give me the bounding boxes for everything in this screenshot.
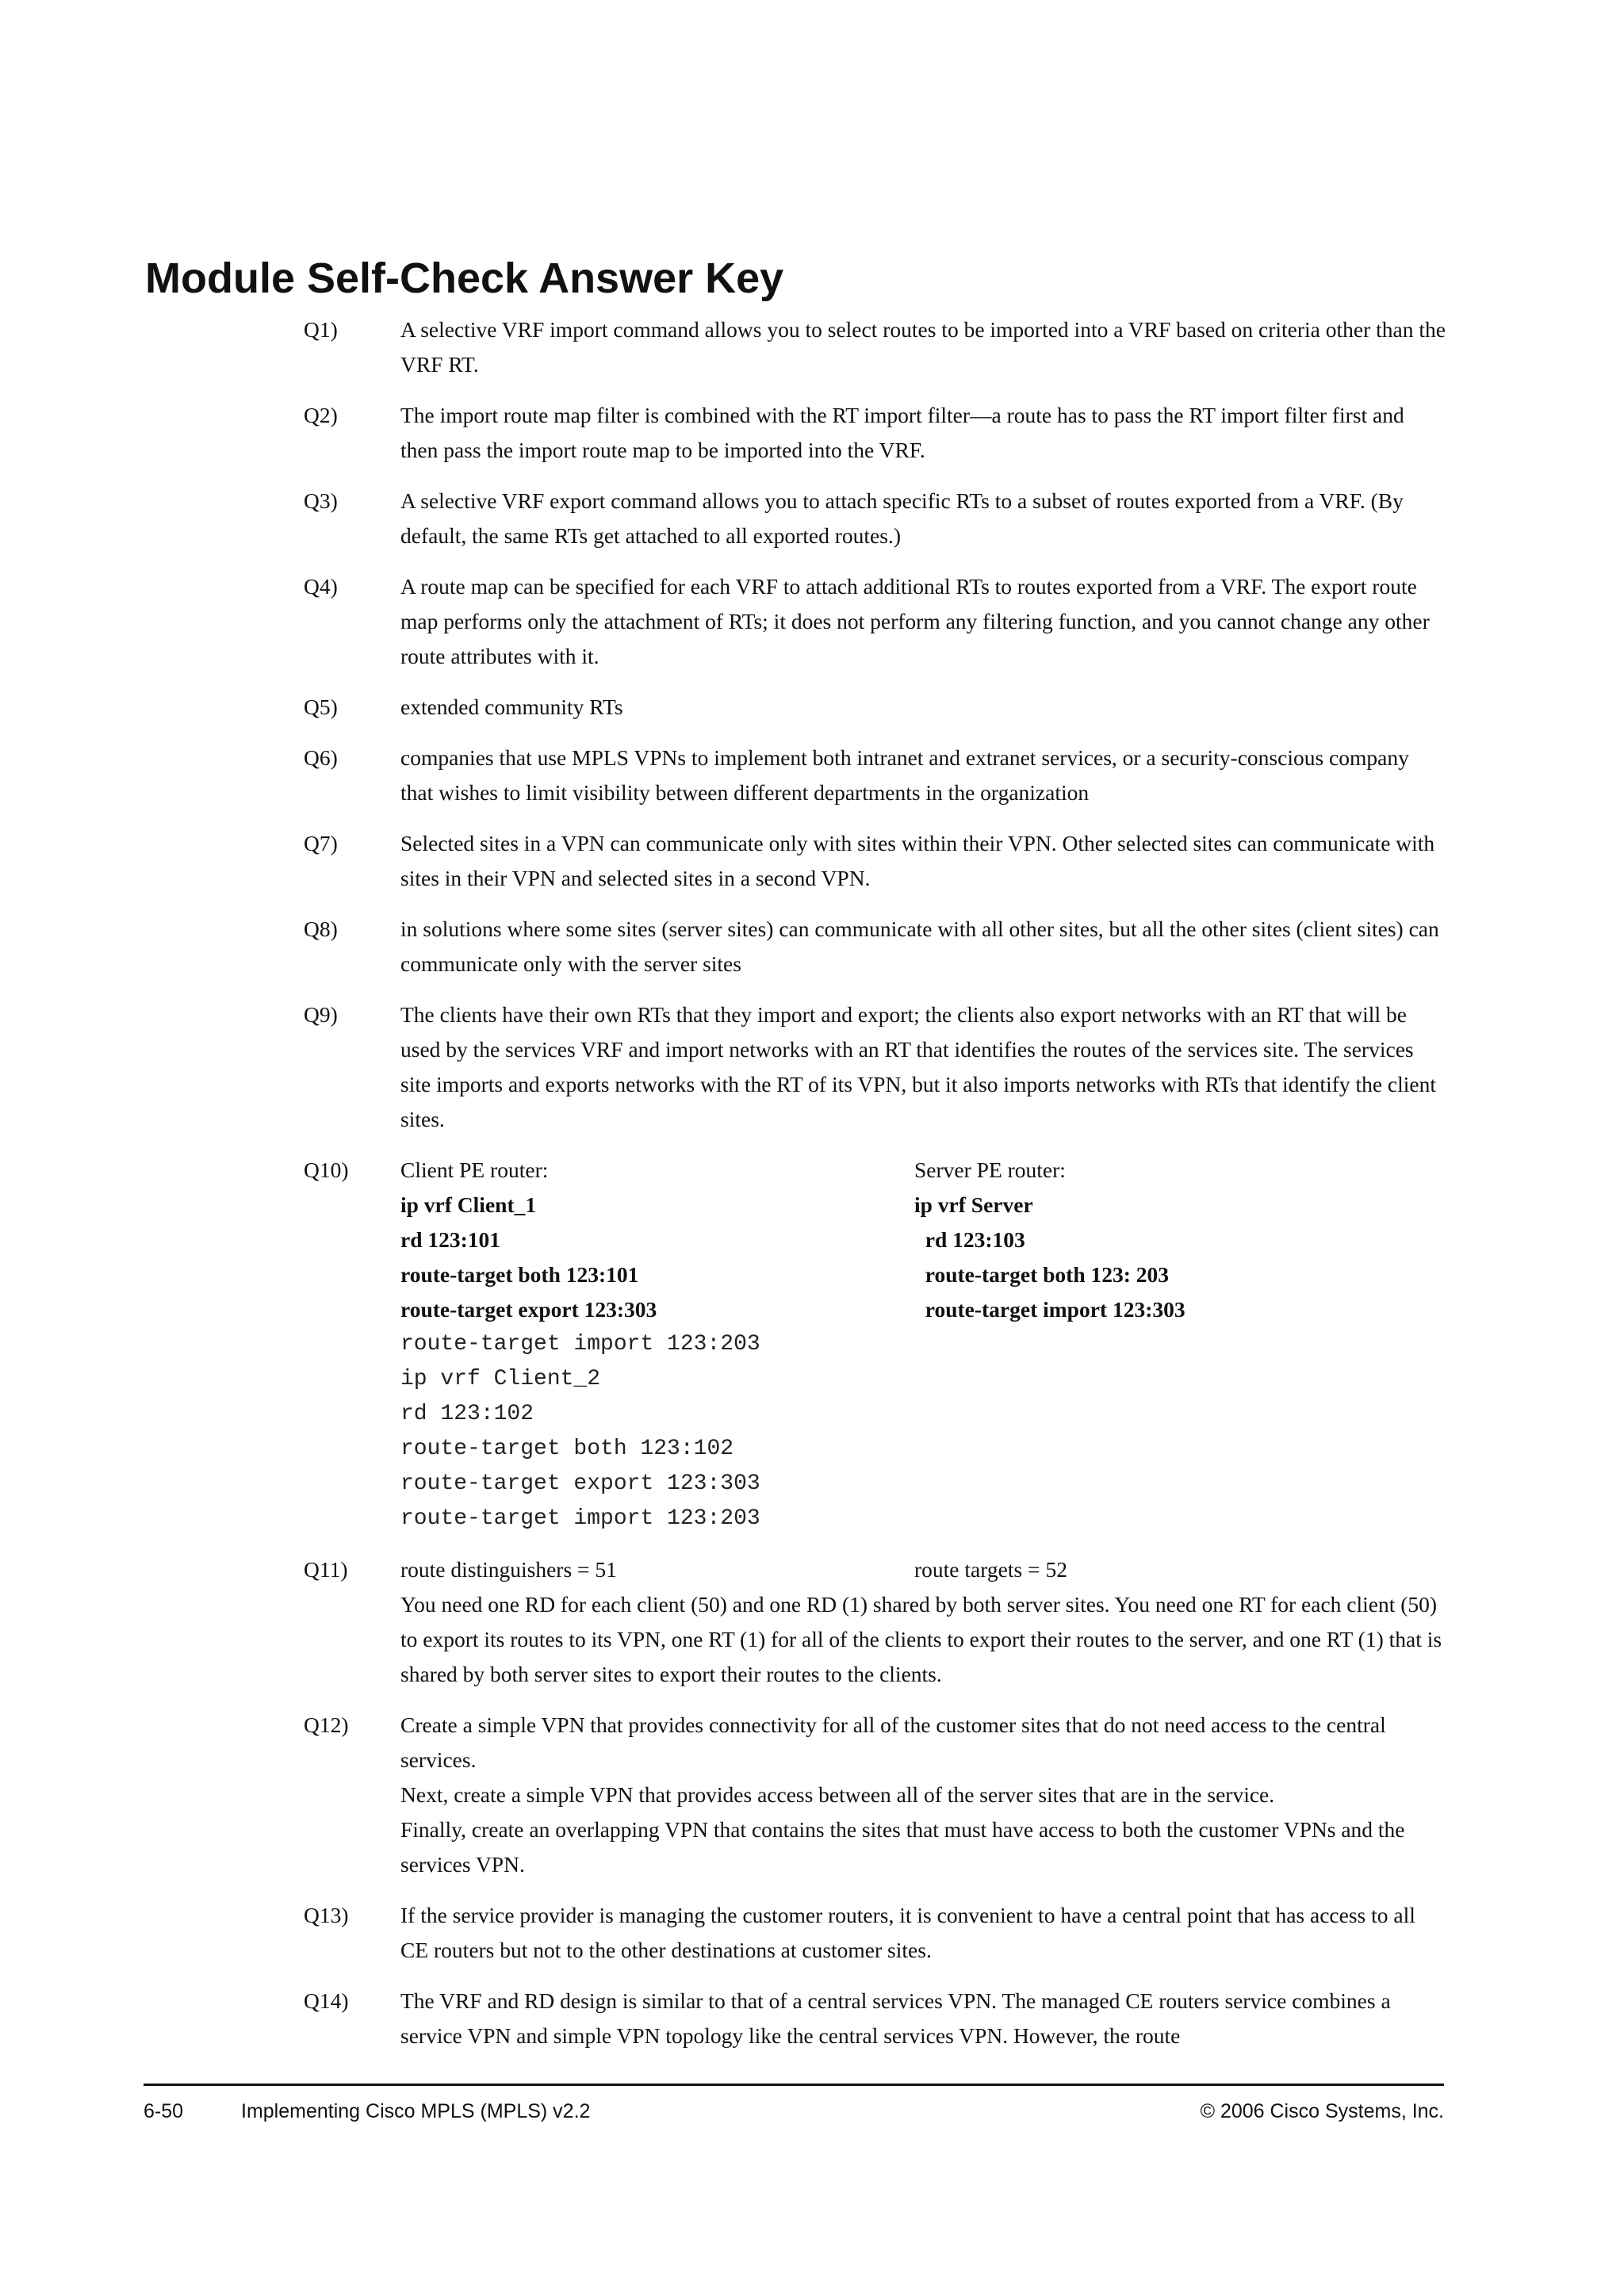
config-line: rd 123:103: [914, 1227, 1025, 1252]
config-line: route-target import 123:203: [400, 1332, 760, 1357]
config-line: ip vrf Server: [914, 1192, 1033, 1217]
config-line: route-target both 123:101: [400, 1262, 639, 1287]
answer-text: A route map can be specified for each VRF to attach additional RTs to routes exported from a VRF. The export route map performs only the attachment of RTs; it does not perform any filtering function, and you cannot change any other route attributes with it.: [400, 574, 1430, 668]
answer-q8: [304, 912, 1446, 982]
answer-text: Selected sites in a VPN can communicate only with sites within their VPN. Other selected sites can communicate with sites in their VPN and selected sites in a second VPN.: [400, 831, 1435, 890]
answer-q5: [304, 690, 1446, 725]
answer-q1: [304, 312, 1446, 382]
page-number: 6-50: [144, 2100, 184, 2122]
config-line: route-target both 123:102: [400, 1437, 734, 1461]
config-line: rd 123:102: [400, 1402, 534, 1426]
question-label: Q1): [304, 317, 338, 342]
rd-count: route distinguishers = 51: [400, 1557, 617, 1582]
course-title: Implementing Cisco MPLS (MPLS) v2.2: [241, 2100, 591, 2122]
config-line: route-target import 123:303: [914, 1297, 1185, 1322]
answer-list: [304, 312, 1446, 2069]
config-line: ip vrf Client_1: [400, 1192, 537, 1217]
question-label: Q10): [304, 1158, 349, 1182]
answer-text: A selective VRF import command allows you to select routes to be imported into a VRF based on criteria other than the VRF RT.: [400, 317, 1446, 377]
answer-q13: [304, 1898, 1446, 1968]
answer-q3: [304, 484, 1446, 553]
footer-divider: [144, 2084, 1444, 2086]
answer-q2: [304, 398, 1446, 468]
answer-q9: [304, 997, 1446, 1137]
page-footer: [144, 2098, 1444, 2125]
config-line: route-target export 123:303: [400, 1471, 760, 1496]
config-line: rd 123:101: [400, 1227, 501, 1252]
answer-text: The import route map filter is combined with the RT import filter—a route has to pass the RT import filter first and then pass the import route map to be imported into the VRF.: [400, 403, 1404, 462]
question-label: Q9): [304, 1002, 338, 1027]
answer-text: The clients have their own RTs that they import and export; the clients also export networks with an RT that will be used by the services VRF and import networks with an RT that identifies the routes of the services site. The services site imports and exports networks with the RT of its VPN, but it also imports networks with RTs that identify the client sites.: [400, 1002, 1437, 1131]
config-line: ip vrf Client_2: [400, 1367, 601, 1391]
answer-q7: [304, 826, 1446, 896]
question-label: Q2): [304, 403, 338, 427]
answer-text: extended community RTs: [400, 695, 623, 719]
copyright: © 2006 Cisco Systems, Inc.: [1200, 2100, 1444, 2122]
answer-q4: [304, 569, 1446, 674]
page-title: Module Self-Check Answer Key: [145, 254, 784, 302]
server-heading: Server PE router:: [914, 1158, 1066, 1182]
config-line: route-target export 123:303: [400, 1297, 657, 1322]
question-label: Q8): [304, 916, 338, 941]
answer-q11: [304, 1552, 1446, 1692]
answer-q12: [304, 1708, 1446, 1882]
question-label: Q13): [304, 1903, 349, 1927]
question-label: Q4): [304, 574, 338, 599]
answer-q14: [304, 1984, 1446, 2053]
question-label: Q6): [304, 745, 338, 770]
answer-text: Create a simple VPN that provides connectivity for all of the customer sites that do not need access to the central services.: [400, 1712, 1386, 1772]
config-line: route-target import 123:203: [400, 1506, 760, 1531]
server-config: [914, 1153, 1446, 1536]
answer-text: If the service provider is managing the customer routers, it is convenient to have a central point that has access to all CE routers but not to the other destinations at customer sites.: [400, 1903, 1415, 1962]
client-config: [400, 1153, 914, 1536]
client-heading: Client PE router:: [400, 1158, 549, 1182]
question-label: Q5): [304, 695, 338, 719]
answer-text: The VRF and RD design is similar to that of a central services VPN. The managed CE routers service combines a service VPN and simple VPN topology like the central services VPN. However, the route: [400, 1988, 1391, 2048]
answer-text: A selective VRF export command allows you to attach specific RTs to a subset of routes exported from a VRF. (By default, the same RTs get attached to all exported routes.): [400, 488, 1404, 548]
question-label: Q11): [304, 1557, 348, 1582]
answer-text: in solutions where some sites (server sites) can communicate with all other sites, but all the other sites (client sites) can communicate only with the server sites: [400, 916, 1439, 976]
question-label: Q7): [304, 831, 338, 855]
answer-text: Finally, create an overlapping VPN that contains the sites that must have access to both the customer VPNs and the services VPN.: [400, 1817, 1405, 1877]
answer-q10: [304, 1153, 1446, 1536]
answer-text: companies that use MPLS VPNs to implement both intranet and extranet services, or a security-conscious company that wishes to limit visibility between different departments in the organization: [400, 745, 1409, 805]
question-label: Q12): [304, 1712, 349, 1737]
rt-count: route targets = 52: [914, 1557, 1067, 1582]
answer-text: You need one RD for each client (50) and one RD (1) shared by both server sites. You need one RT for each client (50) to export its routes to its VPN, one RT (1) for all of the clients to export their routes to the server, and one RT (1) that is shared by both server sites to export their routes to the clients.: [400, 1592, 1442, 1686]
question-label: Q3): [304, 488, 338, 513]
question-label: Q14): [304, 1988, 349, 2013]
answer-text: Next, create a simple VPN that provides access between all of the server sites that are in the service.: [400, 1782, 1275, 1807]
answer-q6: [304, 740, 1446, 810]
config-line: route-target both 123: 203: [914, 1262, 1170, 1287]
